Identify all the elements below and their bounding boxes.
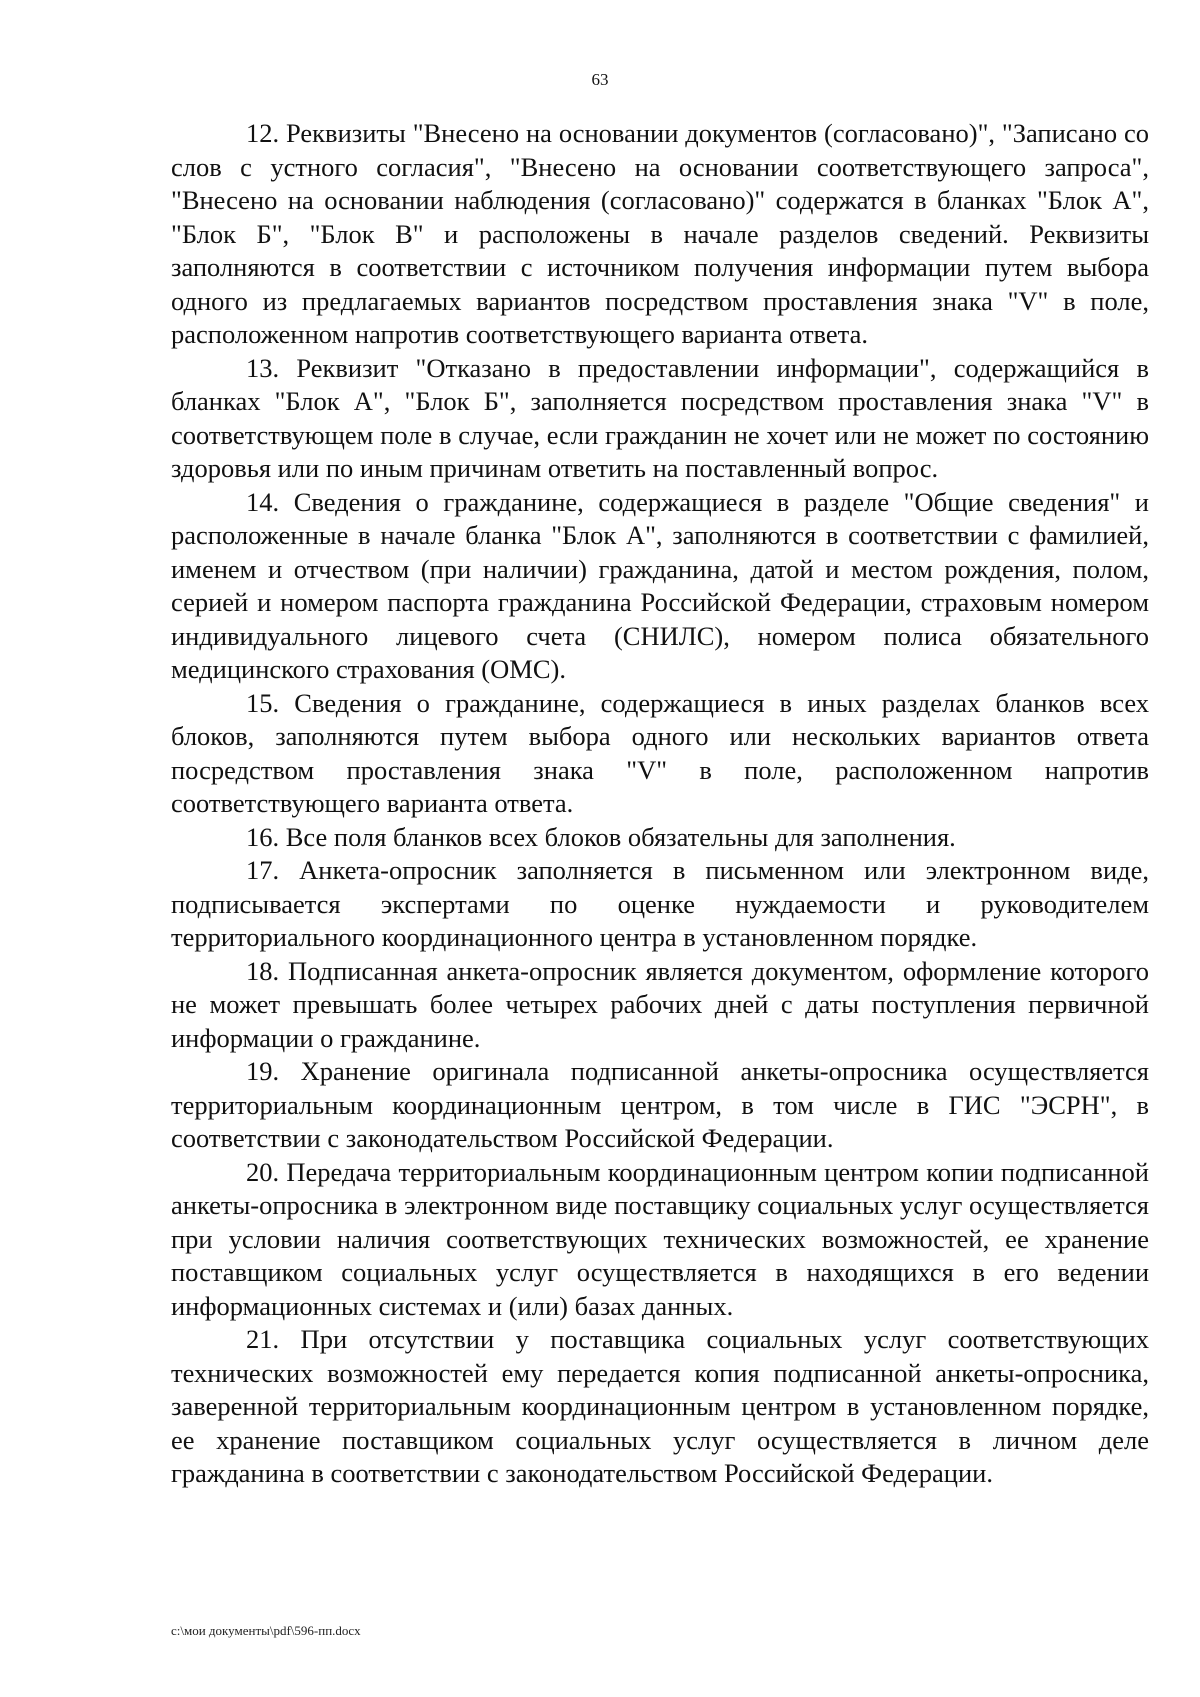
paragraph-17: 17. Анкета-опросник заполняется в письменном или электронном виде, подписывается экспертами по оценке нуждаемости и руководителем территориального координационного центра в установленном порядке.	[171, 855, 1149, 952]
footer-file-path: c:\мои документы\pdf\596-пп.docx	[171, 1623, 361, 1638]
paragraph-21: 21. При отсутствии у поставщика социальных услуг соответствующих технических возможностей ему передается копия подписанной анкеты-опросника, заверенной территориальным координационным центром в установленном порядке, ее хранение поставщиком социальных услуг осуществляется в личном деле гражданина в соответствии с законодательством Российской Федерации.	[171, 1324, 1149, 1488]
paragraph-15: 15. Сведения о гражданине, содержащиеся в иных разделах бланков всех блоков, заполняются путем выбора одного или нескольких вариантов ответа посредством проставления знака "V" в поле, расположенном напротив соответствующего варианта ответа.	[171, 687, 1149, 818]
paragraph-14: 14. Сведения о гражданине, содержащиеся в разделе "Общие сведения" и расположенные в начале бланка "Блок А", заполняются в соответствии с фамилией, именем и отчеством (при наличии) гражданина, датой и местом рождения, полом, серией и номером паспорта гражданина Российской Федерации, страховым номером индивидуального лицевого счета (СНИЛС), номером полиса обязательного медицинского страхования (ОМС).	[171, 486, 1149, 684]
document-body	[171, 117, 1149, 1491]
paragraph-16: 16. Все поля бланков всех блоков обязательны для заполнения.	[246, 821, 956, 852]
paragraph-13: 13. Реквизит "Отказано в предоставлении информации", содержащийся в бланках "Блок А", "Блок Б", заполняется посредством проставления знака "V" в соответствующем поле в случае, если гражданин не хочет или не может по состоянию здоровья или по иным причинам ответить на поставленный вопрос.	[171, 352, 1149, 483]
paragraph-19: 19. Хранение оригинала подписанной анкеты-опросника осуществляется территориальным координационным центром, в том числе в ГИС "ЭСРН", в соответствии с законодательством Российской Федерации.	[171, 1056, 1149, 1153]
paragraph-18: 18. Подписанная анкета-опросник является документом, оформление которого не может превышать более четырех рабочих дней с даты поступления первичной информации о гражданине.	[171, 955, 1149, 1053]
paragraph-20: 20. Передача территориальным координационным центром копии подписанной анкеты-опросника в электронном виде поставщику социальных услуг осуществляется при условии наличия соответствующих технических возможностей, ее хранение поставщиком социальных услуг осуществляется в находящихся в его ведении информационных системах и (или) базах данных.	[171, 1156, 1149, 1321]
paragraph-12: 12. Реквизиты "Внесено на основании документов (согласовано)", "Записано со слов с устного согласия", "Внесено на основании соответствующего запроса", "Внесено на основании наблюдения (согласовано)" содержатся в бланках "Блок А", "Блок Б", "Блок В" и расположены в начале разделов сведений. Реквизиты заполняются в соответствии с источником получения информации путем выбора одного из предлагаемых вариантов посредством проставления знака "V" в поле, расположенном напротив соответствующего варианта ответа.	[171, 118, 1149, 349]
page-number: 63	[591, 70, 609, 89]
